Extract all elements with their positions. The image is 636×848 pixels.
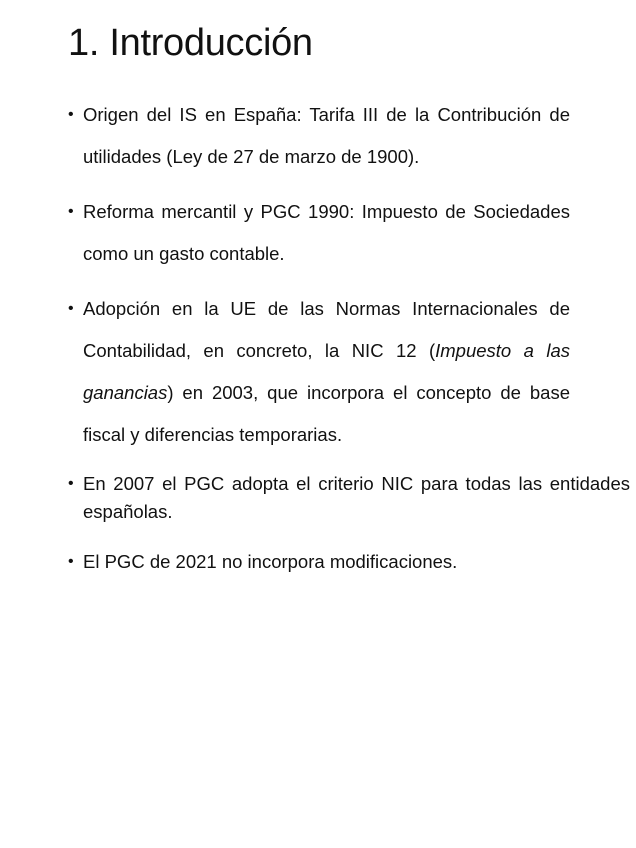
bullet-text: Reforma mercantil y PGC 1990: Impuesto de Sociedades como un gasto contable. <box>83 201 570 264</box>
bullet-text: El PGC de 2021 no incorpora modificaciones. <box>83 551 458 572</box>
bullet-item <box>68 470 630 526</box>
bullet-text-italic: Impuesto a las ganancias <box>83 340 570 403</box>
bullet-item <box>68 288 570 456</box>
bullet-dot-icon: • <box>68 553 74 570</box>
bullet-dot-icon: • <box>68 300 74 317</box>
bullet-dot-icon: • <box>68 475 74 492</box>
bullet-text: ) en 2003, que incorpora el concepto de base fiscal y diferencias temporarias. <box>83 382 570 445</box>
bullet-item <box>68 94 570 178</box>
slide-title: 1. Introducción <box>68 22 313 64</box>
bullet-text: En 2007 el PGC adopta el criterio NIC para todas las entidades españolas. <box>83 473 630 522</box>
bullet-text: Adopción en la UE de las Normas Internacionales de Contabilidad, en concreto, la NIC 12 ( <box>83 298 570 361</box>
bullet-dot-icon: • <box>68 203 74 220</box>
bullet-text: Origen del IS en España: Tarifa III de la Contribución de utilidades (Ley de 27 de marzo de 1900). <box>83 104 570 167</box>
bullet-dot-icon: • <box>68 106 74 123</box>
bullet-item <box>68 191 570 275</box>
bullet-item <box>68 548 570 576</box>
bullet-list <box>68 94 630 576</box>
